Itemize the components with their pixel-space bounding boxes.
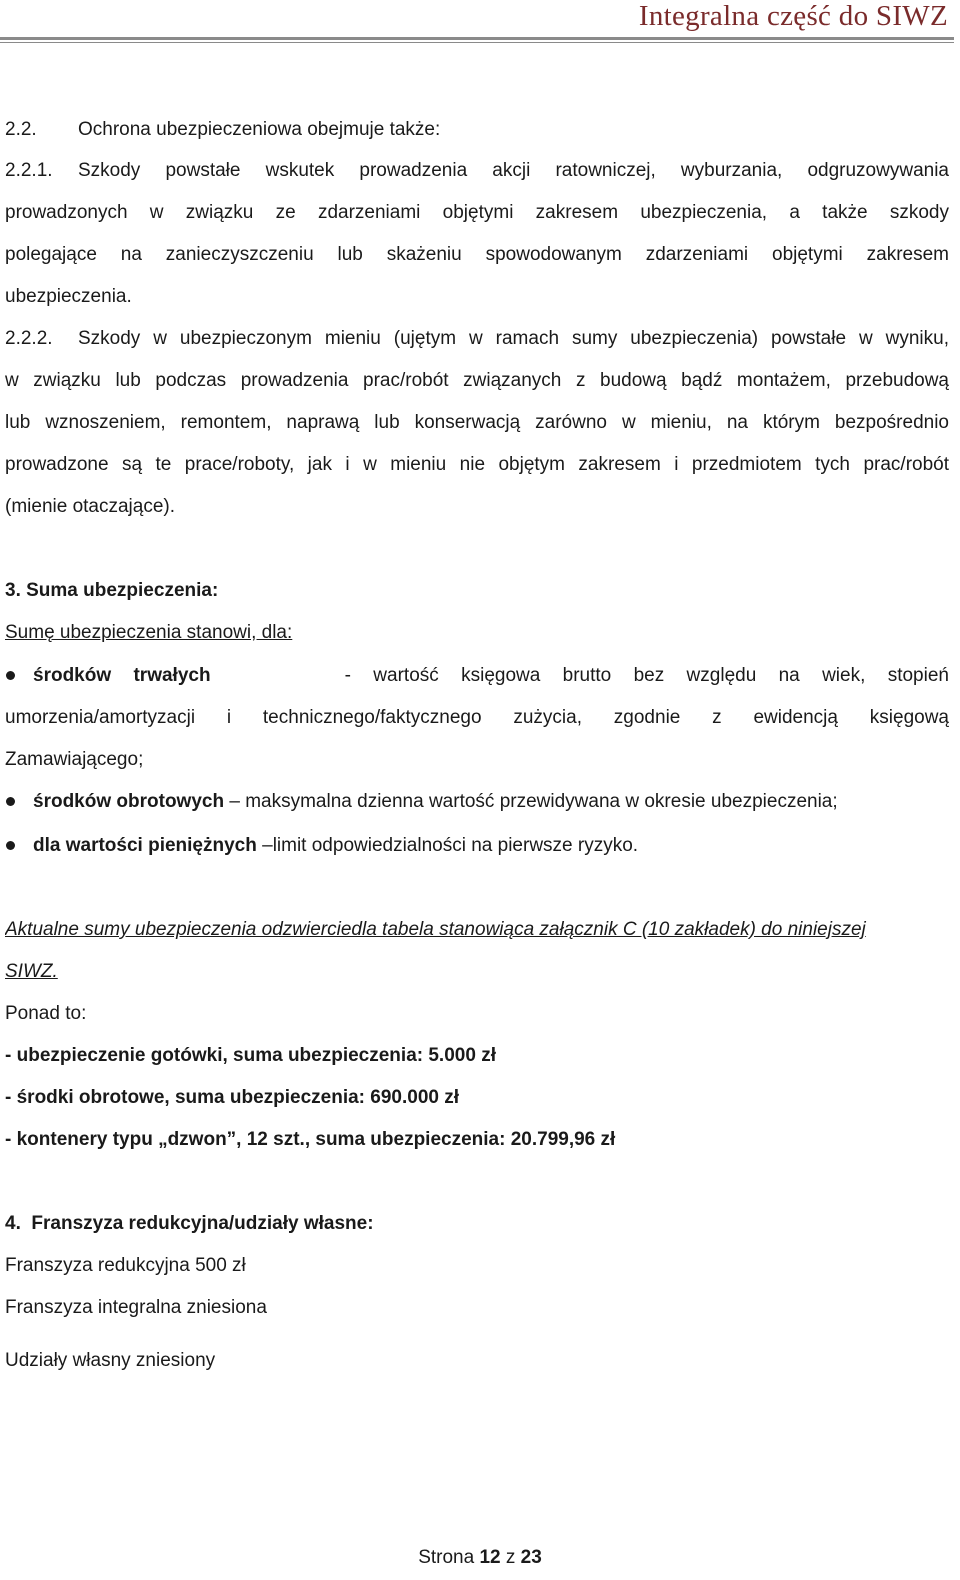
bullet-text: - wartość księgowa brutto bez względu na wiek, stopień [344,665,949,686]
bullet-fixed-assets [33,662,949,690]
footer-separator: z [500,1547,521,1568]
subheading-text: Sumę ubezpieczenia stanowi, dla: [5,622,293,643]
section-3-subheading [5,619,949,647]
section-4-line: Udziały własny zniesiony [5,1350,216,1371]
bullet-current-assets [33,788,949,816]
section-4-line: Franszyza integralna zniesiona [5,1297,267,1318]
page-number: 12 [479,1547,501,1568]
footer-prefix: Strona [418,1547,480,1568]
section-4-heading: 4. Franszyza redukcyjna/udziały własne: [5,1213,374,1234]
bullet-bold-text: środków trwałych [33,665,211,686]
paragraph-2-2-2-line: lub wznoszeniem, remontem, naprawą lub konserwacją zarówno w mieniu, na którym bezpośrednio [5,412,949,433]
paragraph-2-2-1-line: prowadzonych w związku ze zdarzeniami objętymi zakresem ubezpieczenia, a także szkody [5,202,949,223]
paragraph-2-2-2-line: prowadzone są te prace/roboty, jak i w mieniu nie objętym zakresem i przedmiotem tych prac/robót [5,454,949,475]
bullet-fixed-assets-line: Zamawiającego; [5,749,144,770]
extra-item: - ubezpieczenie gotówki, suma ubezpieczenia: 5.000 zł [5,1045,496,1066]
paragraph-2-2-2-line: w związku lub podczas prowadzenia prac/robót związanych z budową bądź montażem, przebudową [5,370,949,391]
page-header [0,0,960,46]
paragraph-2-2-1-line [5,157,949,185]
note-line: SIWZ. [5,961,58,982]
section-number: 2.2. [5,119,37,140]
bullet-fixed-assets-line: umorzenia/amortyzacji i technicznego/faktycznego zużycia, zgodnie z ewidencją księgową [5,707,949,728]
extra-item: - środki obrotowe, suma ubezpieczenia: 690.000 zł [5,1087,460,1108]
page-footer [0,1546,960,1570]
paragraph-2-2-1-line: polegające na zanieczyszczeniu lub skażeniu spowodowanym zdarzeniami objętymi zakresem [5,244,949,265]
paragraph-2-2-2-line [5,325,949,353]
bullet-dot [6,797,15,806]
section-3-heading: 3. Suma ubezpieczenia: [5,580,219,601]
section-2-2-heading [5,116,949,144]
paragraph-2-2-2-line: (mienie otaczające). [5,496,176,517]
header-title: Integralna część do SIWZ [638,0,948,32]
bullet-bold-text: środków obrotowych [33,791,225,812]
paragraph-2-2-1-line: ubezpieczenia. [5,286,132,307]
note-line: Aktualne sumy ubezpieczenia odzwierciedla tabela stanowiąca załącznik C (10 zakładek) do niniejszej [5,919,866,940]
paragraph-text: Szkody powstałe wskutek prowadzenia akcji ratowniczej, wyburzania, odgruzowywania [78,160,949,181]
section-4-line: Franszyza redukcyjna 500 zł [5,1255,246,1276]
bullet-bold-text: dla wartości pieniężnych [33,835,257,856]
bullet-text: –limit odpowiedzialności na pierwsze ryzyko. [256,835,639,856]
paragraph-number: 2.2.2. [5,328,53,349]
page-total: 23 [520,1547,542,1568]
bullet-text: – maksymalna dzienna wartość przewidywana w okresie ubezpieczenia; [224,791,838,812]
bullet-cash-values [33,832,949,860]
bullet-dot [6,841,15,850]
extra-intro: Ponad to: [5,1003,87,1024]
bullet-dot [6,671,15,680]
header-rule [0,37,954,43]
extra-item: - kontenery typu „dzwon”, 12 szt., suma ubezpieczenia: 20.799,96 zł [5,1129,616,1150]
section-title: Ochrona ubezpieczeniowa obejmuje także: [78,119,441,140]
paragraph-text: Szkody w ubezpieczonym mieniu (ujętym w ramach sumy ubezpieczenia) powstałe w wyniku, [78,328,949,349]
paragraph-number: 2.2.1. [5,160,53,181]
